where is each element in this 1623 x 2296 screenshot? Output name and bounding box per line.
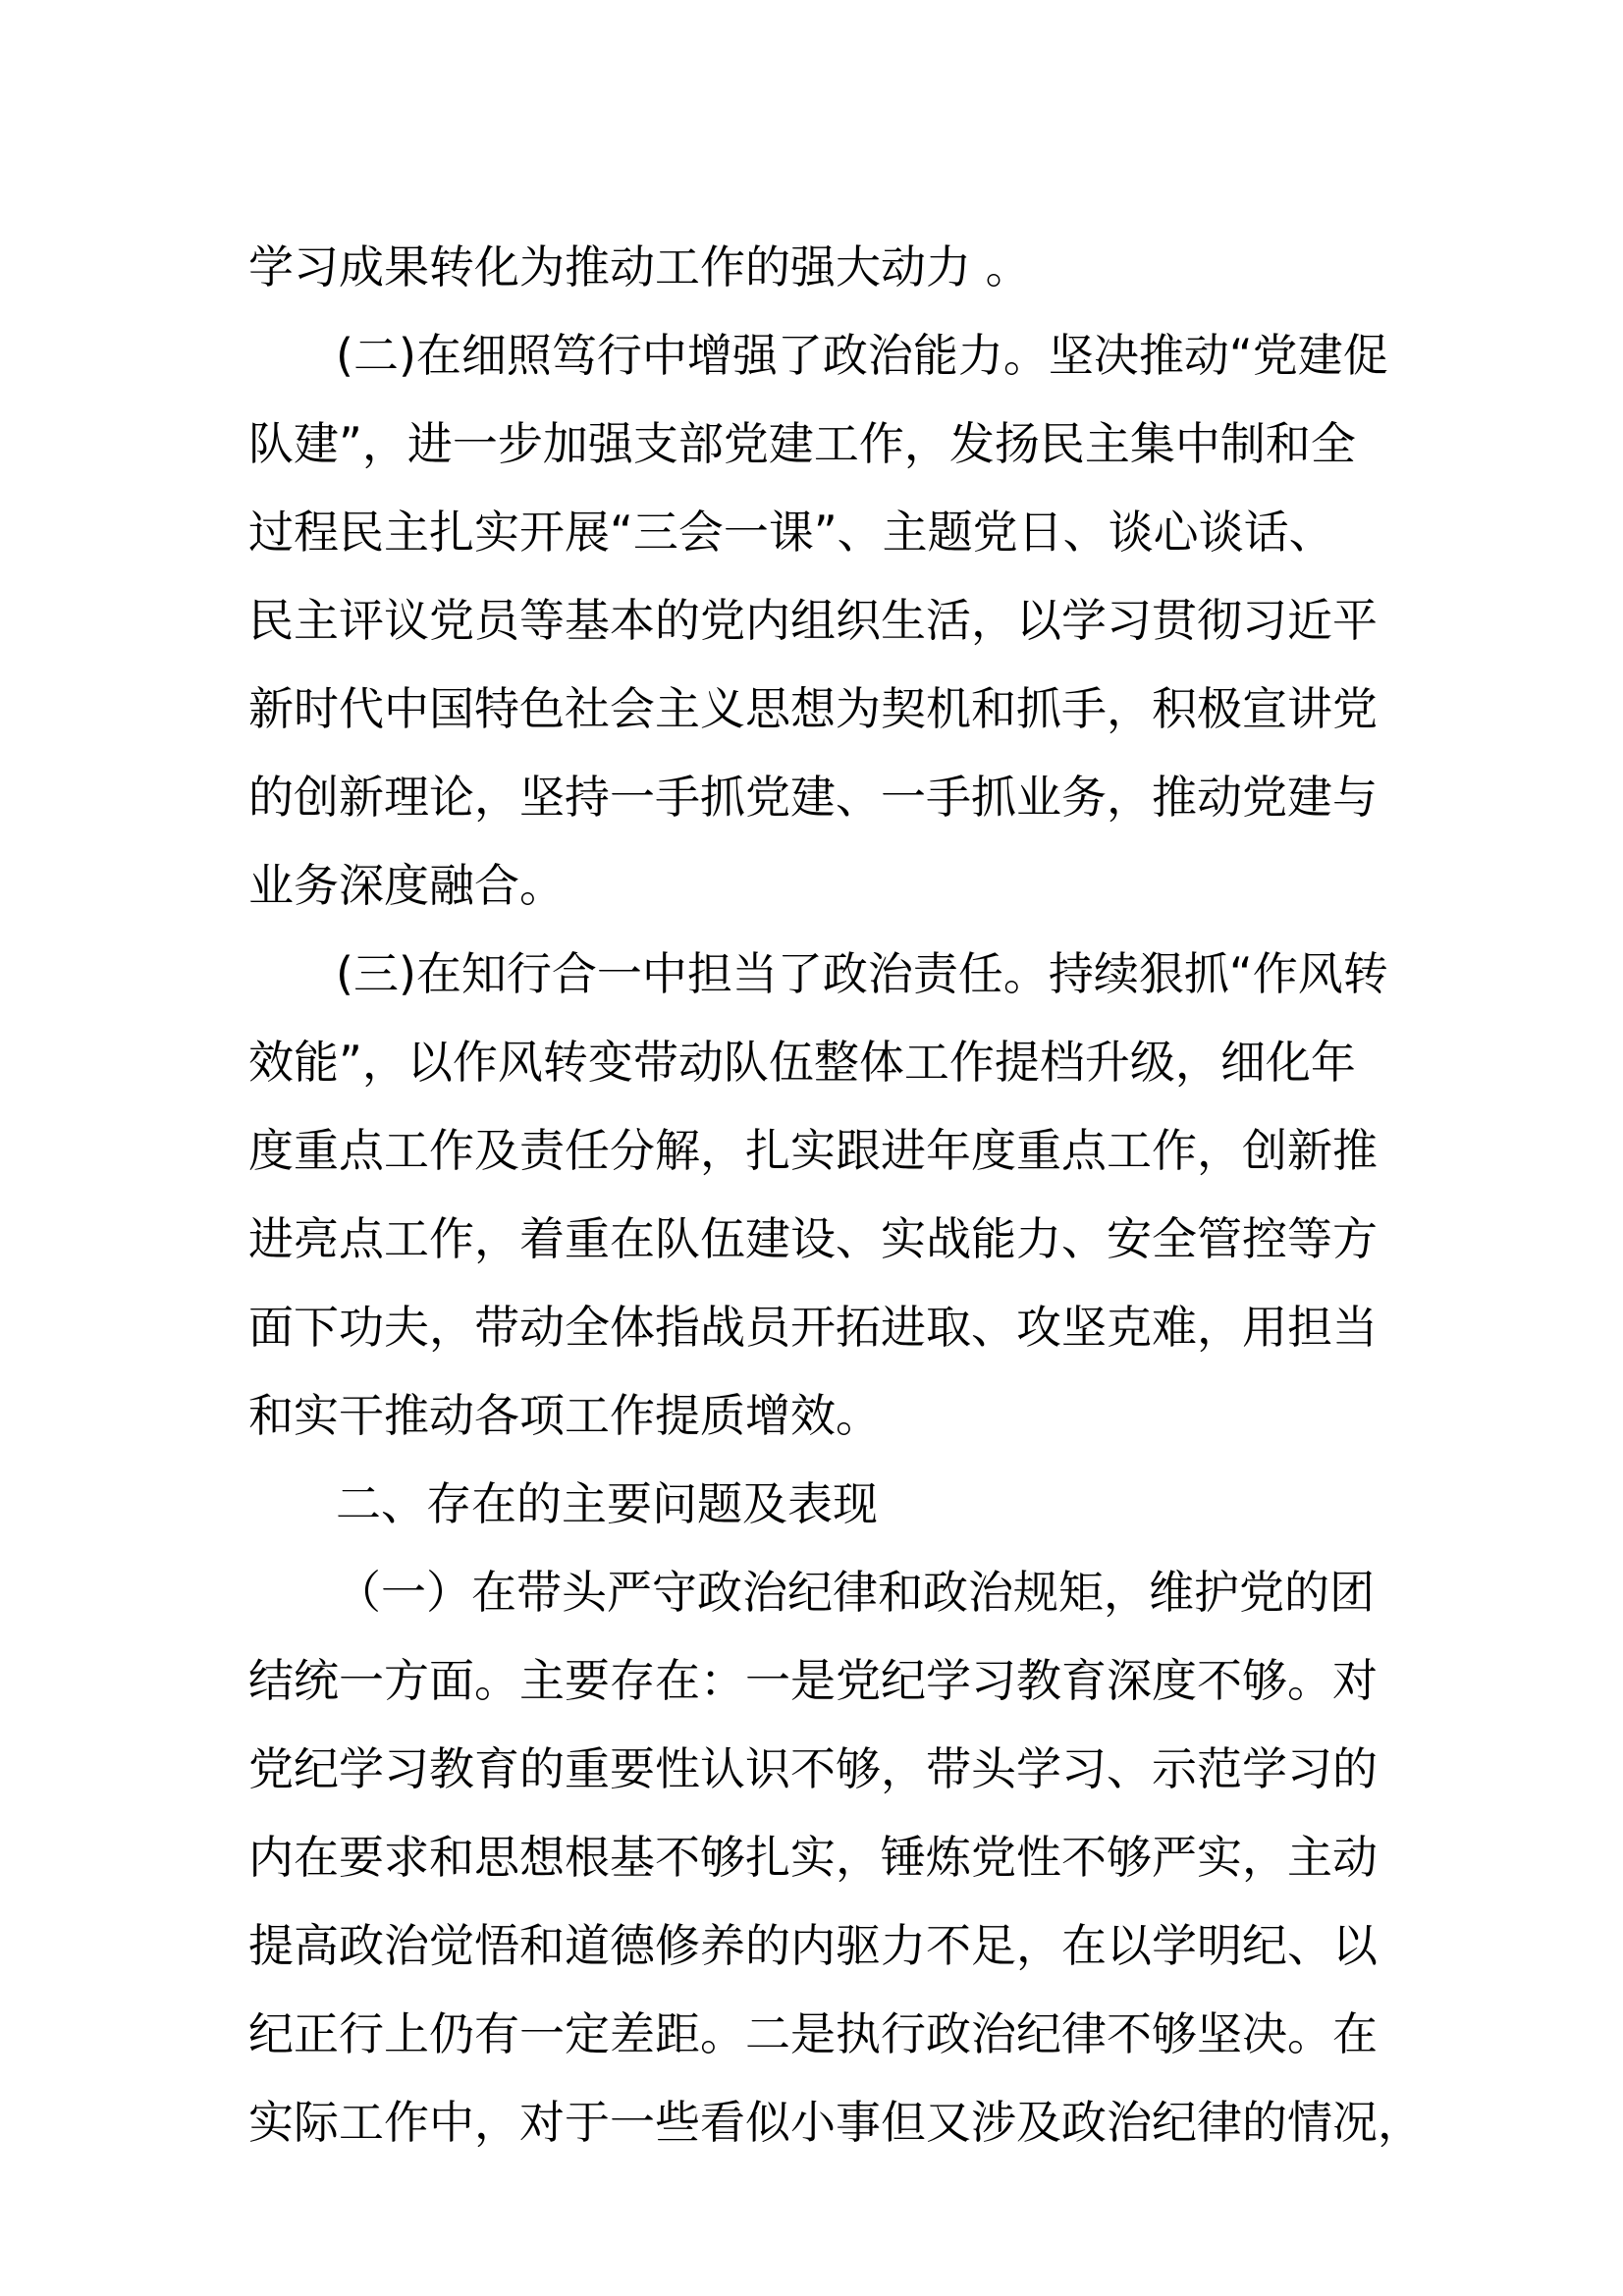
text-line: 党纪学习教育的重要性认识不够，带头学习、示范学习的: [248, 1742, 1378, 1795]
text-line: 新时代中国特色社会主义思想为契机和抓手，积极宣讲党: [248, 682, 1378, 735]
text-line: 纪正行上仍有一定差距。二是执行政治纪律不够坚决。在: [248, 2007, 1378, 2060]
text-line: 的创新理论，坚持一手抓党建、一手抓业务，推动党建与: [248, 771, 1378, 824]
text-line: 度重点工作及责任分解，扎实跟进年度重点工作，创新推: [248, 1124, 1378, 1177]
text-line: 和实干推动各项工作提质增效。: [248, 1389, 881, 1442]
text-line: 提高政治觉悟和道德修养的内驱力不足，在以学明纪、以: [248, 1919, 1378, 1972]
text-line: 效能”，以作风转变带动队伍整体工作提档升级，细化年: [248, 1036, 1356, 1089]
text-line: 面下功夫，带动全体指战员开拓进取、攻坚克难，用担当: [248, 1301, 1378, 1354]
text-line: (二)在细照笃行中增强了政治能力。坚决推动“党建促: [336, 329, 1388, 382]
text-line: 过程民主扎实开展“三会一课”、主题党日、谈心谈话、: [248, 506, 1334, 559]
text-line: (三)在知行合一中担当了政治责任。持续狠抓“作风转: [336, 947, 1388, 1000]
text-line: 进亮点工作，着重在队伍建设、实战能力、安全管控等方: [248, 1212, 1378, 1265]
text-line: 结统一方面。主要存在：一是党纪学习教育深度不够。对: [248, 1654, 1378, 1707]
section-heading: 二、存在的主要问题及表现: [336, 1477, 878, 1530]
text-line: （一）在带头严守政治纪律和政治规矩，维护党的团: [336, 1566, 1375, 1619]
text-line: 民主评议党员等基本的党内组织生活，以学习贯彻习近平: [248, 594, 1378, 647]
text-line: 学习成果转化为推动工作的强大动力 。: [248, 240, 1031, 294]
text-line: 队建”，进一步加强支部党建工作，发扬民主集中制和全: [248, 417, 1356, 470]
text-line: 业务深度融合。: [248, 859, 565, 912]
text-line: 内在要求和思想根基不够扎实，锤炼党性不够严实，主动: [248, 1831, 1378, 1884]
text-line: 实际工作中，对于一些看似小事但又涉及政治纪律的情况，: [248, 2096, 1423, 2149]
